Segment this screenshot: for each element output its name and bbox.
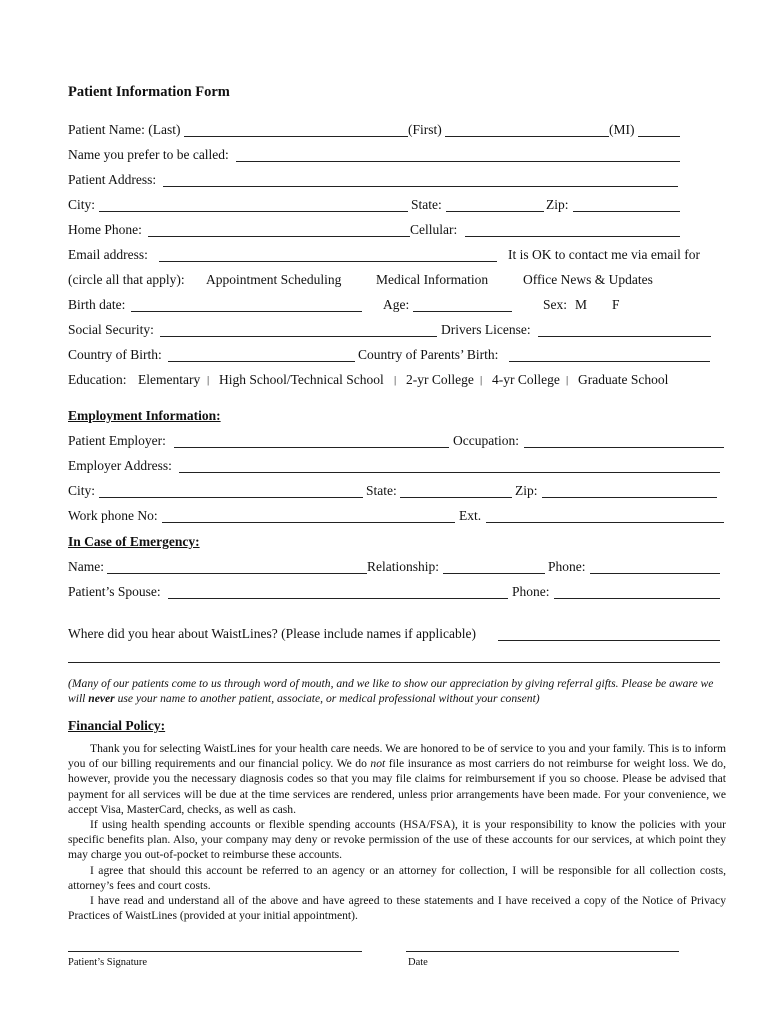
spouse-phone-label: Phone: — [512, 584, 550, 599]
sex-label: Sex: — [543, 297, 568, 312]
home-phone-label: Home Phone: — [68, 222, 142, 237]
emergency-phone-label: Phone: — [548, 559, 586, 574]
ext-field[interactable] — [486, 522, 724, 523]
patient-mi-field[interactable] — [638, 136, 680, 137]
birth-age-sex-row — [68, 296, 708, 316]
referral-note-text: (Many of our patients come to us through word of mouth, and we like to show our appreciation by giving referral gifts. Please be aware we will — [68, 677, 714, 705]
option-appointment-scheduling[interactable]: Appointment Scheduling — [206, 272, 342, 287]
address-label: Patient Address: — [68, 172, 157, 187]
financial-paragraph: I have read and understand all of the above and have agreed to these statements and I have received a copy of the Notice of Privacy Practices of WaistLines (provided at your initial appointment). — [68, 894, 726, 923]
spouse-phone-field[interactable] — [554, 598, 720, 599]
patient-name-row — [68, 121, 708, 141]
employer-row — [68, 432, 728, 452]
country-birth-label: Country of Birth: — [68, 347, 162, 362]
signature-label: Patient’s Signature — [68, 957, 148, 968]
emergency-heading: In Case of Emergency: — [68, 534, 200, 549]
option-office-news[interactable]: Office News & Updates — [523, 272, 653, 287]
state-label: State: — [411, 197, 442, 212]
birth-date-field[interactable] — [131, 311, 362, 312]
signature-line[interactable] — [68, 951, 362, 952]
spouse-label: Patient’s Spouse: — [68, 584, 161, 599]
cellular-label: Cellular: — [410, 222, 458, 237]
address-row — [68, 171, 708, 191]
financial-paragraph: I agree that should this account be referred to an agency or an attorney for collection, I will be responsible for all collection costs, attorney’s fees and court costs. — [68, 863, 726, 892]
age-label: Age: — [383, 297, 410, 312]
financial-text: Thank you for selecting WaistLines for your health care needs. We are honored to be of service to you and your family. This is to inform you of our billing requirements and our financial policy. We do — [68, 742, 726, 771]
email-field[interactable] — [159, 261, 497, 262]
employer-state-label: State: — [366, 483, 397, 498]
employer-zip-field[interactable] — [542, 497, 717, 498]
city-state-zip-row — [68, 196, 708, 216]
financial-policy-text — [68, 741, 726, 923]
work-phone-label: Work phone No: — [68, 508, 158, 523]
email-options-row — [68, 271, 708, 291]
employer-city-state-zip-row — [68, 482, 728, 502]
education-row — [68, 371, 728, 391]
cellular-field[interactable] — [465, 236, 680, 237]
ssn-license-row — [68, 321, 718, 341]
home-phone-field[interactable] — [148, 236, 410, 237]
edu-separator: | — [394, 374, 397, 386]
email-ok-label: It is OK to contact me via email for — [508, 247, 700, 262]
referral-question: Where did you hear about WaistLines? (Please include names if applicable) — [68, 626, 477, 641]
employer-address-field[interactable] — [179, 472, 720, 473]
circle-all-label: (circle all that apply): — [68, 272, 185, 287]
edu-option-2yr-college[interactable]: 2-yr College — [406, 372, 474, 387]
address-field[interactable] — [163, 186, 678, 187]
financial-emphasis: not — [370, 757, 386, 771]
date-line[interactable] — [406, 951, 679, 952]
patient-last-name-label: Patient Name: (Last) — [68, 122, 181, 137]
employer-zip-label: Zip: — [515, 483, 538, 498]
country-parents-field[interactable] — [509, 361, 710, 362]
city-label: City: — [68, 197, 96, 212]
preferred-name-field[interactable] — [236, 161, 680, 162]
page-title: Patient Information Form — [68, 84, 230, 100]
edu-separator: | — [480, 374, 483, 386]
emergency-contact-row — [68, 558, 728, 578]
zip-field[interactable] — [573, 211, 680, 212]
email-row — [68, 246, 728, 266]
edu-option-elementary[interactable]: Elementary — [138, 372, 201, 387]
zip-label: Zip: — [546, 197, 569, 212]
employer-field[interactable] — [174, 447, 449, 448]
edu-separator: | — [207, 374, 210, 386]
city-field[interactable] — [99, 211, 408, 212]
occupation-field[interactable] — [524, 447, 724, 448]
country-parents-label: Country of Parents’ Birth: — [358, 347, 499, 362]
work-phone-row — [68, 507, 728, 527]
edu-option-4yr-college[interactable]: 4-yr College — [492, 372, 560, 387]
referral-field[interactable] — [498, 640, 720, 641]
option-medical-information[interactable]: Medical Information — [376, 272, 489, 287]
referral-row — [68, 625, 728, 645]
relationship-field[interactable] — [443, 573, 545, 574]
employer-address-label: Employer Address: — [68, 458, 172, 473]
country-birth-field[interactable] — [168, 361, 355, 362]
edu-option-high-school[interactable]: High School/Technical School — [219, 372, 384, 387]
drivers-license-field[interactable] — [538, 336, 711, 337]
preferred-name-label: Name you prefer to be called: — [68, 147, 229, 162]
emergency-name-label: Name: — [68, 559, 104, 574]
work-phone-field[interactable] — [162, 522, 455, 523]
patient-last-name-field[interactable] — [184, 136, 408, 137]
state-field[interactable] — [446, 211, 544, 212]
occupation-label: Occupation: — [453, 433, 519, 448]
edu-separator: | — [566, 374, 569, 386]
edu-option-graduate[interactable]: Graduate School — [578, 372, 669, 387]
referral-note-text: use your name to another patient, associate, or medical professional without your consent) — [114, 692, 540, 705]
relationship-label: Relationship: — [367, 559, 439, 574]
preferred-name-row — [68, 146, 708, 166]
employment-heading: Employment Information: — [68, 408, 221, 423]
employer-state-field[interactable] — [400, 497, 512, 498]
financial-text: file insurance as most carriers do not reimburse for weight loss. We do, however, provide you the necessary diagnosis codes so that you may file claims for reimbursement if you so choose. Please be advised that payment for all services will be due at the time services are rendered, unless prior arrangements have been made. For your convenience, we accept Visa, MasterCard, checks, as well as cash. — [68, 757, 726, 816]
phone-row — [68, 221, 708, 241]
emergency-phone-field[interactable] — [590, 573, 720, 574]
patient-first-name-field[interactable] — [445, 136, 609, 137]
employer-city-field[interactable] — [99, 497, 363, 498]
patient-first-name-label: (First) — [408, 122, 442, 137]
employer-city-label: City: — [68, 483, 96, 498]
email-label: Email address: — [68, 247, 148, 262]
ext-label: Ext. — [459, 508, 482, 523]
sex-option-f[interactable]: F — [612, 297, 620, 312]
referral-note-emphasis: never — [88, 692, 115, 705]
referral-note — [68, 676, 728, 706]
social-security-field[interactable] — [160, 336, 437, 337]
drivers-license-label: Drivers License: — [441, 322, 531, 337]
age-field[interactable] — [413, 311, 512, 312]
education-label: Education: — [68, 372, 127, 387]
financial-heading: Financial Policy: — [68, 718, 166, 733]
patient-mi-label: (MI) — [609, 122, 635, 137]
birth-date-label: Birth date: — [68, 297, 126, 312]
date-label: Date — [408, 957, 428, 968]
spouse-row — [68, 583, 728, 603]
country-row — [68, 346, 718, 366]
spouse-field[interactable] — [168, 598, 508, 599]
sex-option-m[interactable]: M — [575, 297, 588, 312]
social-security-label: Social Security: — [68, 322, 154, 337]
financial-paragraph: If using health spending accounts or flexible spending accounts (HSA/FSA), it is your responsibility to know the policies with your specific benefits plan. Also, your company may deny or revoke permission of the use of these accounts for our services, at which point they may charge you out-of-pocket to reimburse these accounts. — [68, 818, 726, 862]
employer-label: Patient Employer: — [68, 433, 166, 448]
referral-field-line-2[interactable] — [68, 662, 720, 663]
employer-address-row — [68, 457, 728, 477]
financial-paragraph — [68, 741, 726, 817]
emergency-name-field[interactable] — [107, 573, 367, 574]
